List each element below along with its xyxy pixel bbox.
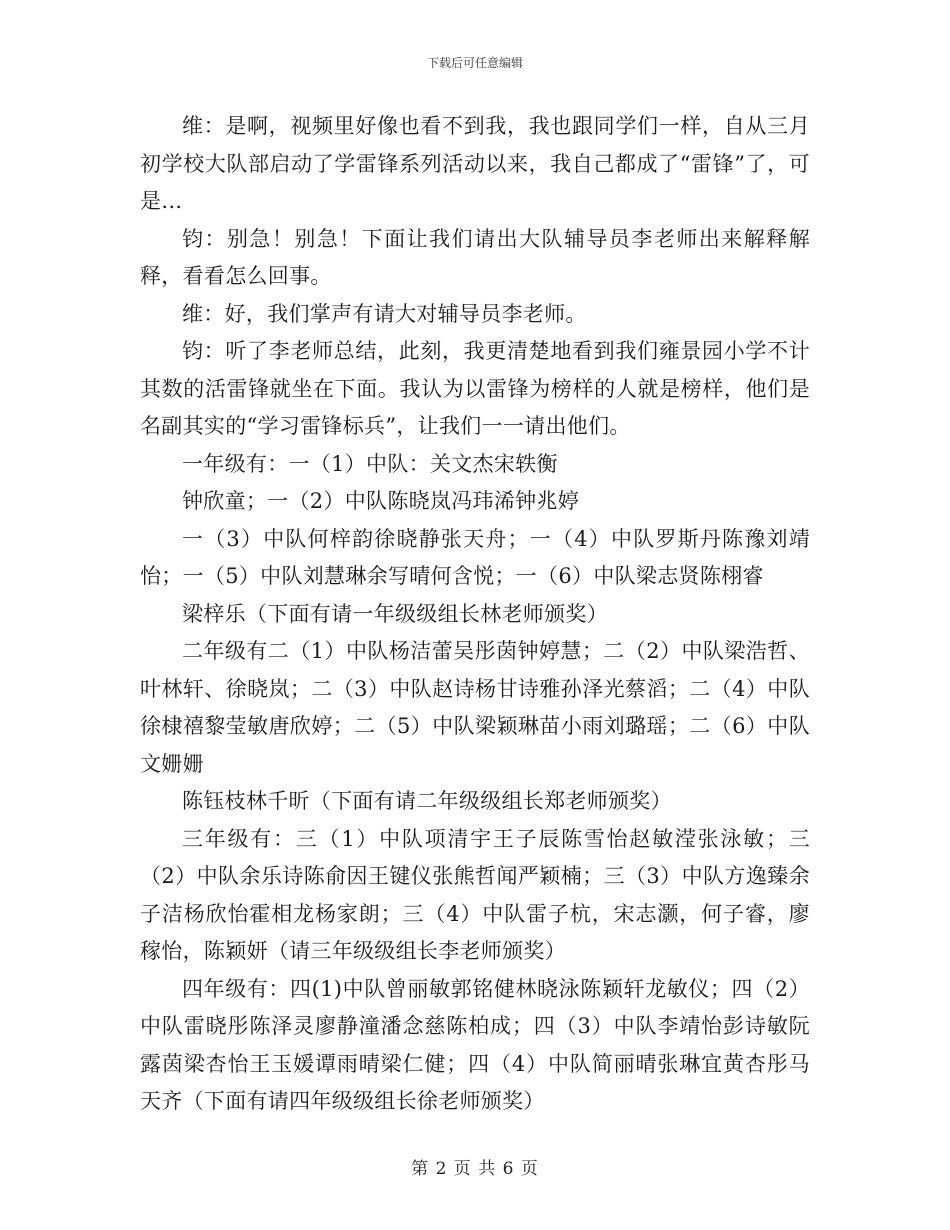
paragraph: 梁梓乐（下面有请一年级级组长林老师颁奖） (182, 601, 608, 626)
paragraph: 陈钰枝林千昕（下面有请二年级级组长郑老师颁奖） (182, 789, 672, 813)
paragraph: 一（3）中队何梓韵徐晓静张天舟；一（4）中队罗斯丹陈豫刘靖怡；一（5）中队刘慧琳余写晴何含悦；一（6）中队梁志贤陈栩睿 (140, 526, 810, 588)
paragraph: 一年级有：一（1）中队：关文杰宋轶衡 (182, 451, 558, 476)
document-body (140, 108, 810, 1121)
page-footer: 第 2 页 共 6 页 (411, 1159, 539, 1179)
paragraph: 维：是啊，视频里好像也看不到我，我也跟同学们一样，自从三月初学校大队部启动了学雷锋系列活动以来，我自己都成了“雷锋”了，可是… (140, 114, 810, 213)
paragraph: 钧：别急！别急！下面让我们请出大队辅导员李老师出来解释解释，看看怎么回事。 (140, 226, 810, 288)
paragraph: 三年级有：三（1）中队项清宇王子辰陈雪怡赵敏滢张泳敏；三（2）中队余乐诗陈俞因王键仪张熊哲闻严颖楠；三（3）中队方逸臻余子洁杨欣怡霍相龙杨家朗；三（4）中队雷子杭，宋志灏，何子睿，廖稼怡，陈颖妍（请三年级级组长李老师颁奖） (140, 826, 810, 963)
paragraph: 钧：听了李老师总结，此刻，我更清楚地看到我们雍景园小学不计其数的活雷锋就坐在下面。我认为以雷锋为榜样的人就是榜样，他们是名副其实的“学习雷锋标兵”，让我们一一请出他们。 (140, 339, 810, 438)
paragraph: 钟欣童；一（2）中队陈晓岚冯玮浠钟兆婷 (182, 489, 580, 513)
page-header: 下载后可任意编辑 (426, 56, 523, 70)
paragraph: 维：好，我们掌声有请大对辅导员李老师。 (182, 301, 587, 326)
paragraph: 四年级有：四(1)中队曾丽敏郭铭健林晓泳陈颖轩龙敏仪；四（2）中队雷晓彤陈泽灵廖静潼潘念慈陈柏成；四（3）中队李靖怡彭诗敏阮露茵梁杏怡王玉媛谭雨晴梁仁健；四（4）中队简丽晴张琳宜黄杏彤马天齐（下面有请四年级级组长徐老师颁奖） (140, 976, 810, 1113)
paragraph: 二年级有二（1）中队杨洁蕾吴彤茵钟婷慧；二（2）中队梁浩哲、叶林轩、徐晓岚；二（3）中队赵诗杨甘诗雅孙泽光蔡滔；二（4）中队徐棣禧黎莹敏唐欣婷；二（5）中队梁颖琳苗小雨刘璐瑶；二（6）中队文姗姗 (140, 639, 810, 776)
